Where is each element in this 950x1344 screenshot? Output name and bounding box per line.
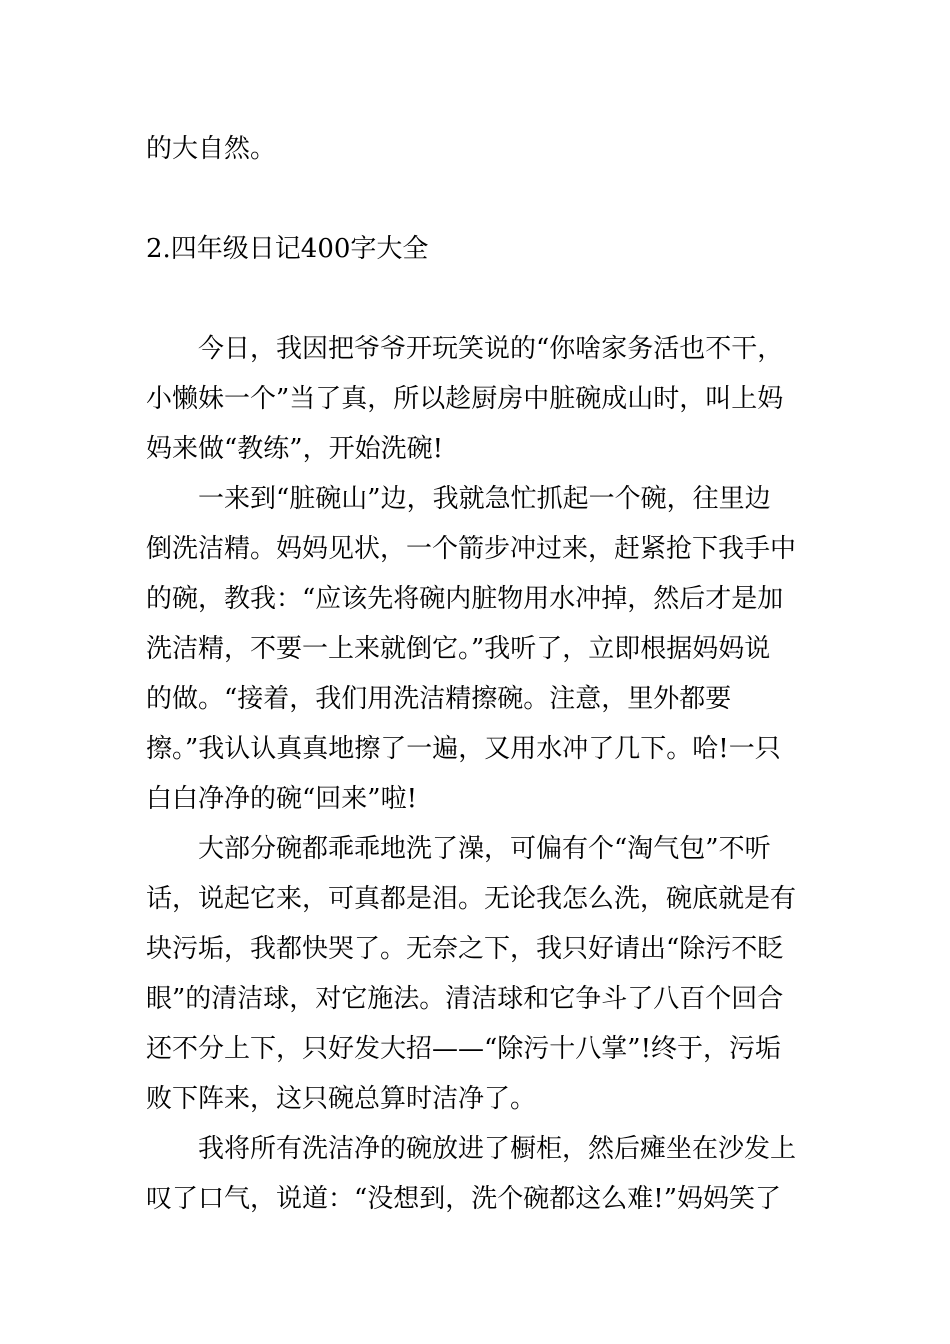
paragraph-line: 小懒妹一个”当了真，所以趁厨房中脏碗成山时，叫上妈 xyxy=(146,384,784,414)
blank-line xyxy=(146,174,808,224)
paragraph-4 xyxy=(146,1124,808,1224)
paragraph-3 xyxy=(146,824,808,1124)
paragraph-line: 块污垢，我都快哭了。无奈之下，我只好请出“除污不眨 xyxy=(146,934,784,964)
paragraph-line: 白白净净的碗“回来”啦! xyxy=(146,784,418,814)
paragraph-line: 眼”的清洁球，对它施法。清洁球和它争斗了八百个回合 xyxy=(146,984,784,1014)
paragraph-line: 叹了口气，说道：“没想到，洗个碗都这么难!”妈妈笑了 xyxy=(146,1184,782,1214)
top-fragment-line: 的大自然。 xyxy=(146,134,277,164)
paragraph-line: 今日，我因把爷爷开玩笑说的“你啥家务活也不干， xyxy=(198,334,784,364)
paragraph-line: 败下阵来，这只碗总算时洁净了。 xyxy=(146,1084,537,1114)
paragraph-line: 一来到“脏碗山”边，我就急忙抓起一个碗，往里边 xyxy=(198,484,771,514)
paragraph-line: 洗洁精，不要一上来就倒它。”我听了，立即根据妈妈说 xyxy=(146,634,771,664)
paragraph-1 xyxy=(146,324,808,474)
paragraph-line: 的碗，教我：“应该先将碗内脏物用水冲掉，然后才是加 xyxy=(146,584,784,614)
paragraph-line: 的做。“接着，我们用洗洁精擦碗。注意，里外都要 xyxy=(146,684,732,714)
blank-line xyxy=(146,274,808,324)
paragraph-line: 擦。”我认认真真地擦了一遍，又用水冲了几下。哈!一只 xyxy=(146,734,781,764)
paragraph-line: 倒洗洁精。妈妈见状，一个箭步冲过来，赶紧抢下我手中 xyxy=(146,534,797,564)
paragraph-2 xyxy=(146,474,808,824)
paragraph-line: 我将所有洗洁净的碗放进了橱柜，然后瘫坐在沙发上 xyxy=(198,1134,797,1164)
paragraph-line: 大部分碗都乖乖地洗了澡，可偏有个“淘气包”不听 xyxy=(198,834,771,864)
paragraph-line: 妈来做“教练”，开始洗碗! xyxy=(146,434,444,464)
paragraph-line: 还不分上下，只好发大招——“除污十八掌”!终于，污垢 xyxy=(146,1034,782,1064)
section-title: 2.四年级日记400字大全 xyxy=(146,234,429,264)
document-body xyxy=(146,124,808,1224)
paragraph-line: 话，说起它来，可真都是泪。无论我怎么洗，碗底就是有 xyxy=(146,884,797,914)
